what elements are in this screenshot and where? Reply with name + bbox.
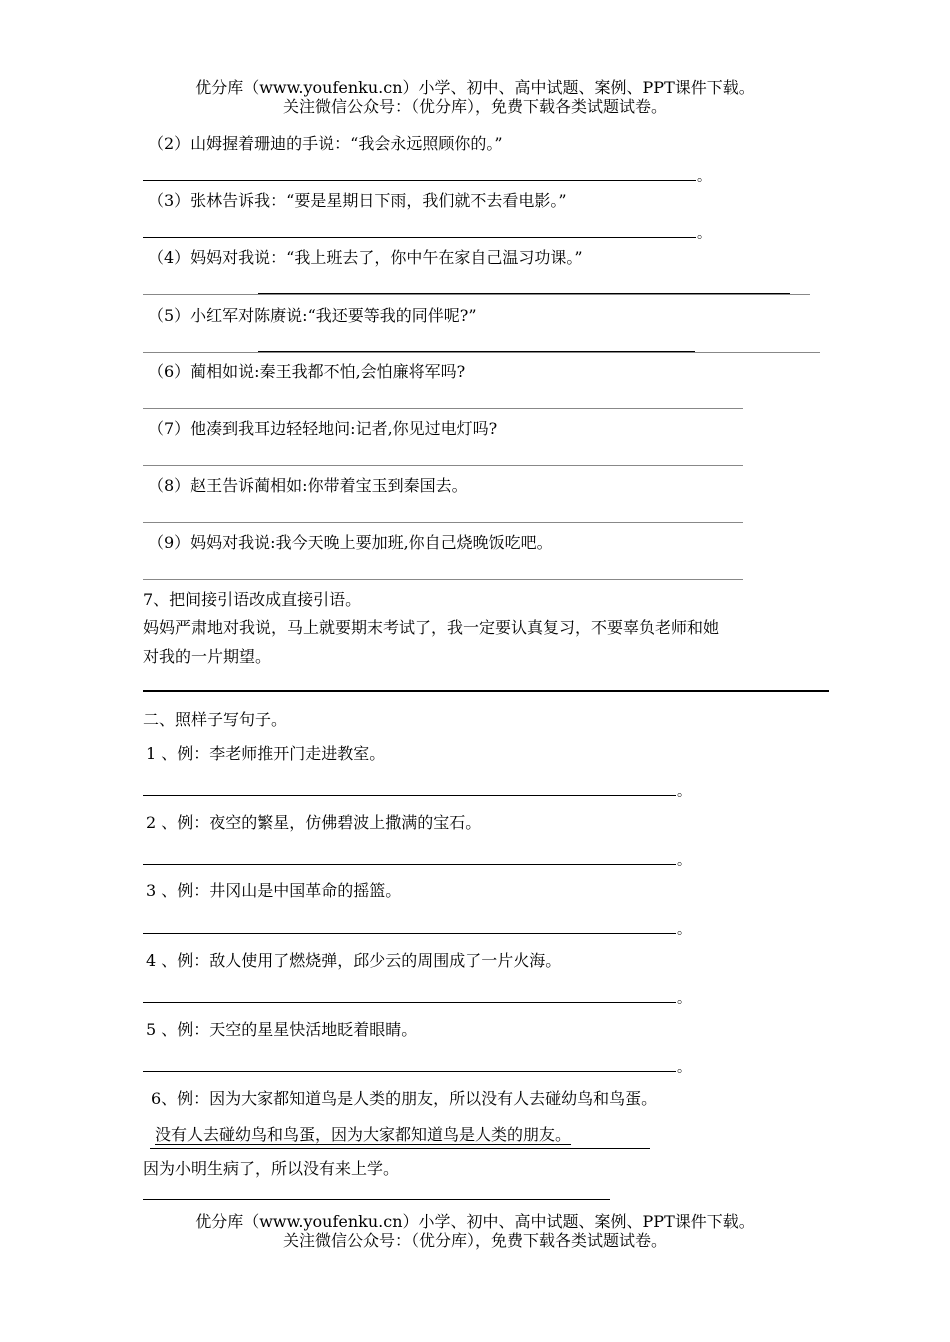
period: 。 — [677, 991, 691, 1007]
q7-text-line-2: 对我的一片期望。 — [143, 647, 272, 666]
example-6: 6、例：因为大家都知道鸟是人类的朋友，所以没有人去碰幼鸟和鸟蛋。 — [151, 1089, 658, 1108]
example-5-answer-line[interactable] — [143, 1071, 676, 1072]
q7-title: 7、把间接引语改成直接引语。 — [143, 590, 362, 609]
example-6-task-answer-line[interactable] — [143, 1199, 610, 1200]
answer-line-8[interactable] — [143, 522, 743, 523]
item-6: （6）蔺相如说:秦王我都不怕,会怕廉将军吗? — [148, 362, 466, 381]
q7-text-line-1: 妈妈严肃地对我说，马上就要期末考试了，我一定要认真复习，不要辜负老师和她 — [143, 618, 720, 637]
header-line-1: 优分库（www.youfenku.cn）小学、初中、高中试题、案例、PPT课件下载。 — [195, 78, 755, 97]
example-6-answer-underline — [150, 1148, 650, 1149]
period: 。 — [677, 1060, 691, 1076]
example-1: 1 、例：李老师推开门走进教室。 — [146, 744, 386, 763]
answer-line-5[interactable] — [143, 352, 820, 353]
answer-line-6[interactable] — [143, 408, 743, 409]
item-2: （2）山姆握着珊迪的手说：“我会永远照顾你的。” — [148, 134, 503, 153]
item-8: （8）赵王告诉蔺相如:你带着宝玉到秦国去。 — [148, 476, 468, 495]
period: 。 — [697, 226, 711, 242]
q7-answer-line[interactable] — [143, 690, 829, 692]
answer-line-4-dark — [258, 293, 790, 294]
period: 。 — [677, 784, 691, 800]
example-4: 4 、例：敌人使用了燃烧弹，邱少云的周围成了一片火海。 — [146, 951, 562, 970]
item-4: （4）妈妈对我说：“我上班去了，你中午在家自己温习功课。” — [148, 248, 583, 267]
answer-line-3[interactable] — [143, 237, 696, 238]
answer-line-4[interactable] — [143, 294, 810, 295]
answer-line-2[interactable] — [143, 180, 696, 181]
header-line-2: 关注微信公众号：（优分库），免费下载各类试题试卷。 — [282, 97, 667, 116]
example-2: 2 、例：夜空的繁星，仿佛碧波上撒满的宝石。 — [146, 813, 482, 832]
period: 。 — [697, 169, 711, 185]
footer-line-2: 关注微信公众号：（优分库），免费下载各类试题试卷。 — [282, 1231, 667, 1250]
example-5: 5 、例：天空的星星快活地眨着眼睛。 — [146, 1020, 418, 1039]
example-3: 3 、例：井冈山是中国革命的摇篮。 — [146, 881, 402, 900]
item-5: （5）小红军对陈赓说:“我还要等我的同伴呢?” — [148, 306, 477, 325]
item-9: （9）妈妈对我说:我今天晚上要加班,你自己烧晚饭吃吧。 — [148, 533, 553, 552]
item-3: （3）张林告诉我：“要是星期日下雨，我们就不去看电影。” — [148, 191, 567, 210]
answer-line-9[interactable] — [143, 579, 743, 580]
answer-line-7[interactable] — [143, 465, 743, 466]
period: 。 — [677, 853, 691, 869]
example-3-answer-line[interactable] — [143, 933, 676, 934]
example-6-task: 因为小明生病了，所以没有来上学。 — [143, 1159, 400, 1178]
example-4-answer-line[interactable] — [143, 1002, 676, 1003]
footer-line-1: 优分库（www.youfenku.cn）小学、初中、高中试题、案例、PPT课件下载。 — [195, 1212, 755, 1231]
item-7: （7）他凑到我耳边轻轻地问:记者,你见过电灯吗? — [148, 419, 498, 438]
example-2-answer-line[interactable] — [143, 864, 676, 865]
period: 。 — [677, 922, 691, 938]
example-1-answer-line[interactable] — [143, 795, 676, 796]
example-6-answer: 没有人去碰幼鸟和鸟蛋，因为大家都知道鸟是人类的朋友。 — [155, 1125, 572, 1144]
part2-title: 二、照样子写句子。 — [143, 710, 288, 729]
answer-line-5-dark — [258, 351, 695, 352]
